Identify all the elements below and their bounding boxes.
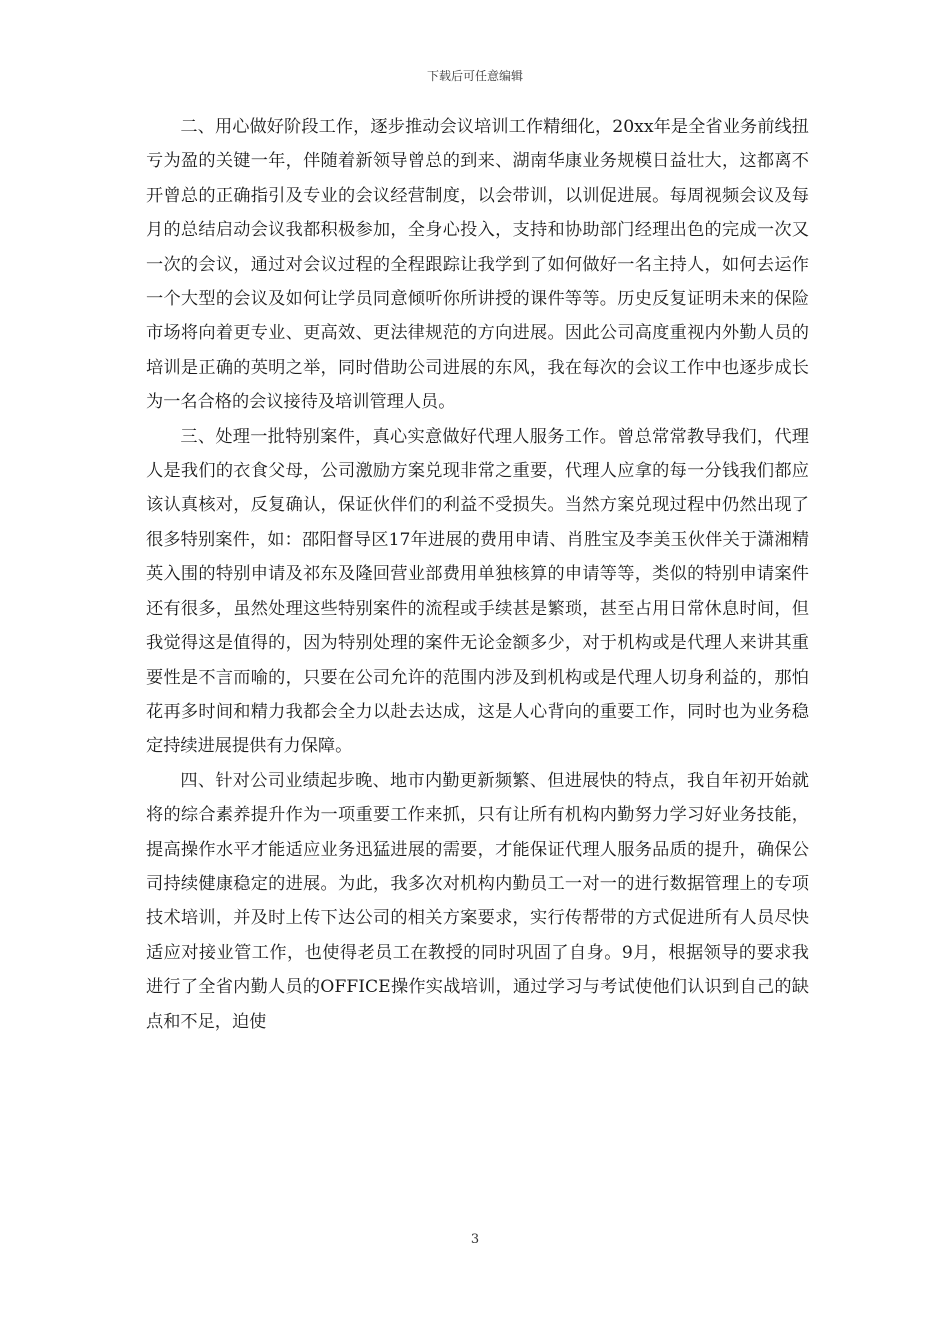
page-number: 3 <box>470 1232 480 1247</box>
paragraph-staff-training: 四、针对公司业绩起步晚、地市内勤更新频繁、但进展快的特点，我自年初开始就将的综合素养提升作为一项重要工作来抓，只有让所有机构内勤努力学习好业务技能，提高操作水平才能适应业务迅猛进展的需要，才能保证代理人服务品质的提升，确保公司持续健康稳定的进展。为此，我多次对机构内勤员工一对一的进行数据管理上的专项技术培训，并及时上传下达公司的相关方案要求，实行传帮带的方式促进所有人员尽快适应对接业管工作，也使得老员工在教授的同时巩固了自身。9月，根据领导的要求我进行了全省内勤人员的OFFICE操作实战培训，通过学习与考试使他们认识到自己的缺点和不足，迫使 <box>146 770 809 1032</box>
page-header: 下载后可任意编辑 <box>426 69 523 83</box>
paragraph-special-cases: 三、处理一批特别案件，真心实意做好代理人服务工作。曾总常常教导我们，代理人是我们的衣食父母，公司激励方案兑现非常之重要，代理人应拿的每一分钱我们都应该认真核对，反复确认，保证伙伴们的利益不受损失。当然方案兑现过程中仍然出现了很多特别案件，如：邵阳督导区17年进展的费用申请、肖胜宝及李美玉伙伴关于潇湘精英入围的特别申请及祁东及隆回营业部费用单独核算的申请等等，类似的特别申请案件还有很多，虽然处理这些特别案件的流程或手续甚是繁琐，甚至占用日常休息时间，但我觉得这是值得的，因为特别处理的案件无论金额多少，对于机构或是代理人来讲其重要性是不言而喻的，只要在公司允许的范围内涉及到机构或是代理人切身利益的，那怕花再多时间和精力我都会全力以赴去达成，这是人心背向的重要工作，同时也为业务稳定持续进展提供有力保障。 <box>146 426 809 757</box>
paragraph-meeting-training: 二、用心做好阶段工作，逐步推动会议培训工作精细化，20xx年是全省业务前线扭亏为盈的关键一年，伴随着新领导曾总的到来、湖南华康业务规模日益壮大，这都离不开曾总的正确指引及专业的会议经营制度，以会带训，以训促进展。每周视频会议及每月的总结启动会议我都积极参加，全身心投入，支持和协助部门经理出色的完成一次又一次的会议，通过对会议过程的全程跟踪让我学到了如何做好一名主持人，如何去运作一个大型的会议及如何让学员同意倾听你所讲授的课件等等。历史反复证明未来的保险市场将向着更专业、更高效、更法律规范的方向进展。因此公司高度重视内外勤人员的培训是正确的英明之举，同时借助公司进展的东风，我在每次的会议工作中也逐步成长为一名合格的会议接待及培训管理人员。 <box>146 117 809 413</box>
document-body <box>146 110 809 1039</box>
